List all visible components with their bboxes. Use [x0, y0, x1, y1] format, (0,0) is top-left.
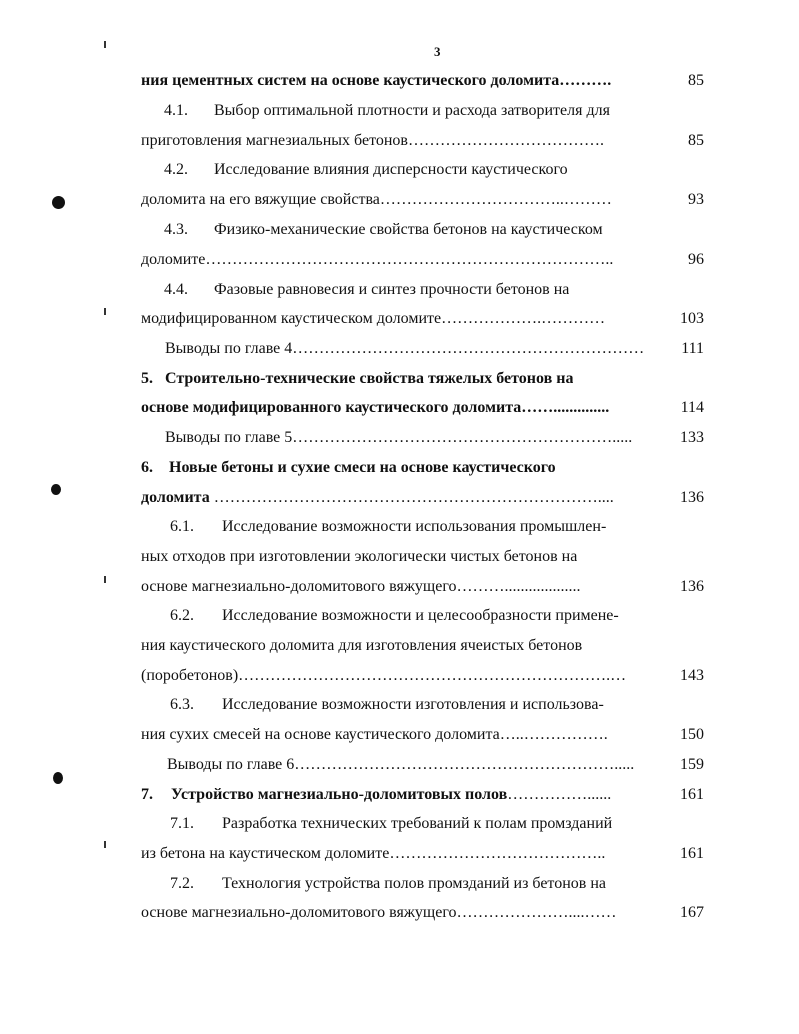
toc-line: доломите………………………………………………………………….. — [141, 251, 614, 268]
toc-entry-heading: 4.2. Исследование влияния дисперсности каустического — [164, 161, 568, 178]
toc-line: основе магнезиально-доломитового вяжущего………................... — [141, 578, 581, 595]
toc-entry-heading: 4.3. Физико-механические свойства бетонов на каустическом — [164, 221, 603, 238]
toc-page-number: 161 — [680, 845, 704, 862]
toc-entry-heading: 6.1. Исследование возможности использования промышлен- — [170, 518, 607, 535]
binding-hole-mark — [51, 484, 61, 495]
toc-entry-heading: 7.2. Технология устройства полов промзданий из бетонов на — [170, 875, 606, 892]
toc-page-number: 93 — [688, 191, 704, 208]
toc-line: (поробетонов)…………………………………………………………….… — [141, 667, 627, 684]
toc-page-number: 111 — [681, 340, 704, 357]
toc-page-number: 136 — [680, 578, 704, 595]
toc-entry-heading: 5. Строительно-технические свойства тяжелых бетонов на — [141, 370, 574, 387]
toc-line: ния каустического доломита для изготовления ячеистых бетонов — [141, 637, 583, 654]
toc-entry-heading: 7.1. Разработка технических требований к полам промзданий — [170, 815, 613, 832]
toc-page-number: 161 — [680, 786, 704, 803]
margin-mark — [104, 576, 106, 583]
toc-page-number: 150 — [680, 726, 704, 743]
toc-page-number: 136 — [680, 489, 704, 506]
toc-line: доломита на его вяжущие свойства……………………………..……… — [141, 191, 612, 208]
toc-line: 7. Устройство магнезиально-доломитовых полов……………...... — [141, 786, 612, 803]
toc-line: ния сухих смесей на основе каустического доломита…..……………. — [141, 726, 608, 743]
toc-entry-heading: 4.4. Фазовые равновесия и синтез прочности бетонов на — [164, 281, 570, 298]
toc-page-number: 133 — [680, 429, 704, 446]
toc-page-number: 114 — [680, 399, 704, 416]
toc-line: из бетона на каустическом доломите………………………………….. — [141, 845, 606, 862]
toc-entry-heading: 6. Новые бетоны и сухие смеси на основе каустического — [141, 459, 556, 476]
toc-line: основе магнезиально-доломитового вяжущего…………………....…… — [141, 904, 617, 921]
toc-line: приготовления магнезиальных бетонов………………………………. — [141, 132, 604, 149]
toc-page-number: 103 — [680, 310, 704, 327]
toc-page-number: 96 — [688, 251, 704, 268]
toc-line: Выводы по главе 5……………………………………………………..... — [165, 429, 633, 446]
toc-page-number: 85 — [688, 72, 704, 89]
toc-page-number: 143 — [680, 667, 704, 684]
margin-mark — [104, 841, 106, 848]
toc-line: Выводы по главе 4………………………………………………………… — [165, 340, 645, 357]
toc-line: модифицированном каустическом доломите……………….………… — [141, 310, 606, 327]
toc-line: Выводы по главе 6……………………………………………………..... — [167, 756, 635, 773]
toc-page-number: 159 — [680, 756, 704, 773]
toc-page-number: 85 — [688, 132, 704, 149]
binding-hole-mark — [53, 772, 63, 784]
margin-mark — [104, 308, 106, 315]
toc-line: основе модифицированного каустического доломита…….............. — [141, 399, 610, 416]
toc-entry-heading: 6.2. Исследование возможности и целесообразности примене- — [170, 607, 619, 624]
binding-hole-mark — [52, 196, 65, 209]
toc-entry-heading: 6.3. Исследование возможности изготовления и использова- — [170, 696, 604, 713]
toc-line: доломита ……………………………………………………………….... — [141, 489, 614, 506]
page-number: 3 — [434, 44, 441, 59]
toc-line: ния цементных систем на основе каустического доломита………. — [141, 72, 612, 89]
toc-entry-heading: 4.1. Выбор оптимальной плотности и расхода затворителя для — [164, 102, 610, 119]
toc-line: ных отходов при изготовлении экологически чистых бетонов на — [141, 548, 578, 565]
toc-page-number: 167 — [680, 904, 704, 921]
margin-mark — [104, 41, 106, 48]
